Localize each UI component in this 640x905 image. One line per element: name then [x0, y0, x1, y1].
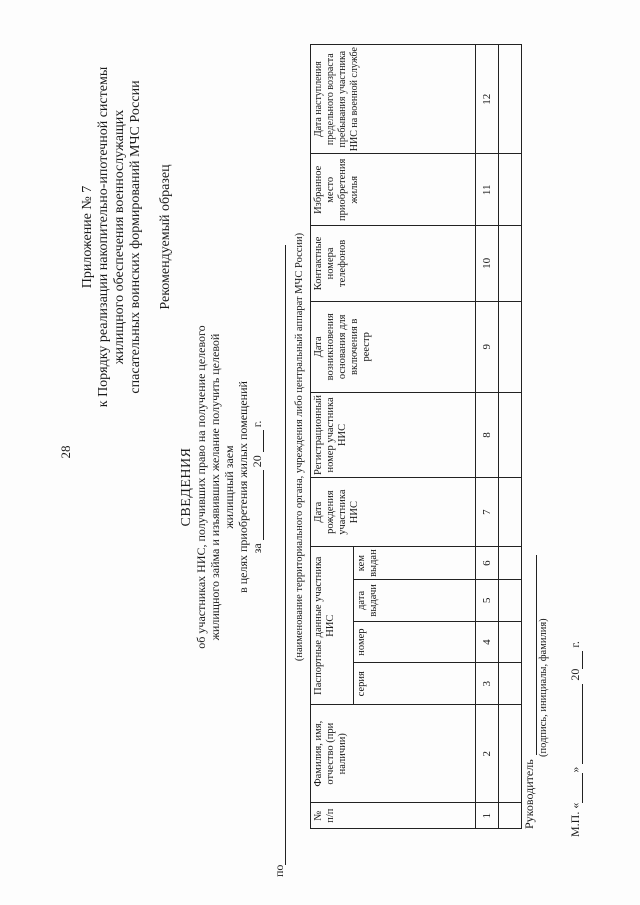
column-number: 2: [476, 705, 499, 803]
header-basis: Дата возникновения основания для включения в реестр: [311, 301, 476, 392]
column-number: 7: [476, 477, 499, 546]
period-prefix: за: [250, 543, 264, 554]
document-title-block: [180, 307, 264, 667]
participants-table: [310, 44, 522, 829]
empty-cell: [499, 392, 522, 477]
empty-cell: [499, 547, 522, 580]
period-suffix: г.: [250, 420, 264, 428]
column-number: 5: [476, 579, 499, 621]
subheader-series: серия: [354, 663, 476, 705]
subheader-date: дата выдачи: [354, 579, 476, 621]
column-number: 10: [476, 226, 499, 301]
organization-line: [272, 27, 287, 877]
empty-cell: [499, 301, 522, 392]
header-passport: Паспортные данные участника НИС: [311, 547, 354, 705]
organization-prefix: по: [272, 864, 286, 877]
appendix-title: Приложение № 7: [80, 185, 95, 289]
head-label: Руководитель: [522, 759, 536, 829]
subheader-number: номер: [354, 621, 476, 663]
header-birth: Дата рождения участника НИС: [311, 477, 476, 546]
column-number: 12: [476, 45, 499, 154]
date-year-suffix: г.: [568, 641, 582, 648]
empty-cell: [499, 154, 522, 226]
appendix-block: [80, 57, 144, 417]
date-year: 20: [568, 668, 582, 681]
appendix-line-2: жилищного обеспечения военнослужащих: [112, 109, 127, 365]
header-num: № п/п: [311, 803, 476, 829]
empty-cell: [499, 45, 522, 154]
header-phones: Контактные номера телефонов: [311, 226, 476, 301]
document-title-line-1: об участниках НИС, получивших право на получение целевого: [194, 325, 208, 649]
subheader-issued: кем выдан: [354, 547, 476, 580]
quote-close: »: [568, 766, 582, 773]
table-header-row: [311, 45, 354, 829]
column-number: 3: [476, 663, 499, 705]
empty-cell: [499, 705, 522, 803]
column-number: 8: [476, 392, 499, 477]
table-empty-row: [499, 45, 522, 829]
empty-cell: [499, 579, 522, 621]
recommended-sample-label: Рекомендуемый образец: [158, 164, 173, 310]
empty-cell: [499, 803, 522, 829]
period-blank: [252, 470, 264, 540]
organization-blank: [285, 245, 286, 865]
period-year: 20: [250, 455, 264, 468]
signature-caption: (подпись, инициалы, фамилия): [538, 618, 549, 757]
empty-cell: [499, 226, 522, 301]
empty-cell: [499, 663, 522, 705]
header-reg: Регистрационный номер участника НИС: [311, 392, 476, 477]
column-number: 9: [476, 301, 499, 392]
empty-cell: [499, 477, 522, 546]
column-number: 4: [476, 621, 499, 663]
page-number: 28: [58, 445, 73, 459]
head-signature-blank: [524, 555, 537, 755]
document-title-line-3: в целях приобретения жилых помещений: [236, 381, 250, 593]
header-place: Избранное место приобретения жилья: [311, 154, 476, 226]
organization-caption: (наименование территориального органа, учреждения либо центральный аппарат МЧС России): [294, 232, 305, 662]
column-number: 11: [476, 154, 499, 226]
period-year-blank: [252, 430, 264, 452]
stamp-date-line: [568, 641, 583, 837]
empty-cell: [499, 621, 522, 663]
month-blank: [571, 684, 583, 764]
day-blank: [571, 773, 583, 803]
appendix-line-1: к Порядку реализации накопительно-ипотечной системы: [96, 66, 111, 408]
document-period: [250, 307, 264, 667]
rotated-sheet: [40, 27, 600, 877]
year-blank: [571, 651, 583, 669]
column-number: 1: [476, 803, 499, 829]
appendix-line-3: спасательных воинских формирований МЧС России: [128, 80, 143, 394]
head-signature-line: [522, 555, 537, 829]
stamp-label: М.П.: [568, 811, 582, 837]
document-title-line-2: жилищного займа и изъявивших желание получить целевой жилищный заем: [208, 333, 236, 641]
document-heading: СВЕДЕНИЯ: [179, 447, 194, 527]
quote-open: «: [568, 802, 582, 809]
header-age: Дата наступления предельного возраста пребывания участника НИС на военной службе: [311, 45, 476, 154]
table-column-numbers: [476, 45, 499, 829]
column-number: 6: [476, 547, 499, 580]
header-name: Фамилия, имя, отчество (при наличии): [311, 705, 476, 803]
